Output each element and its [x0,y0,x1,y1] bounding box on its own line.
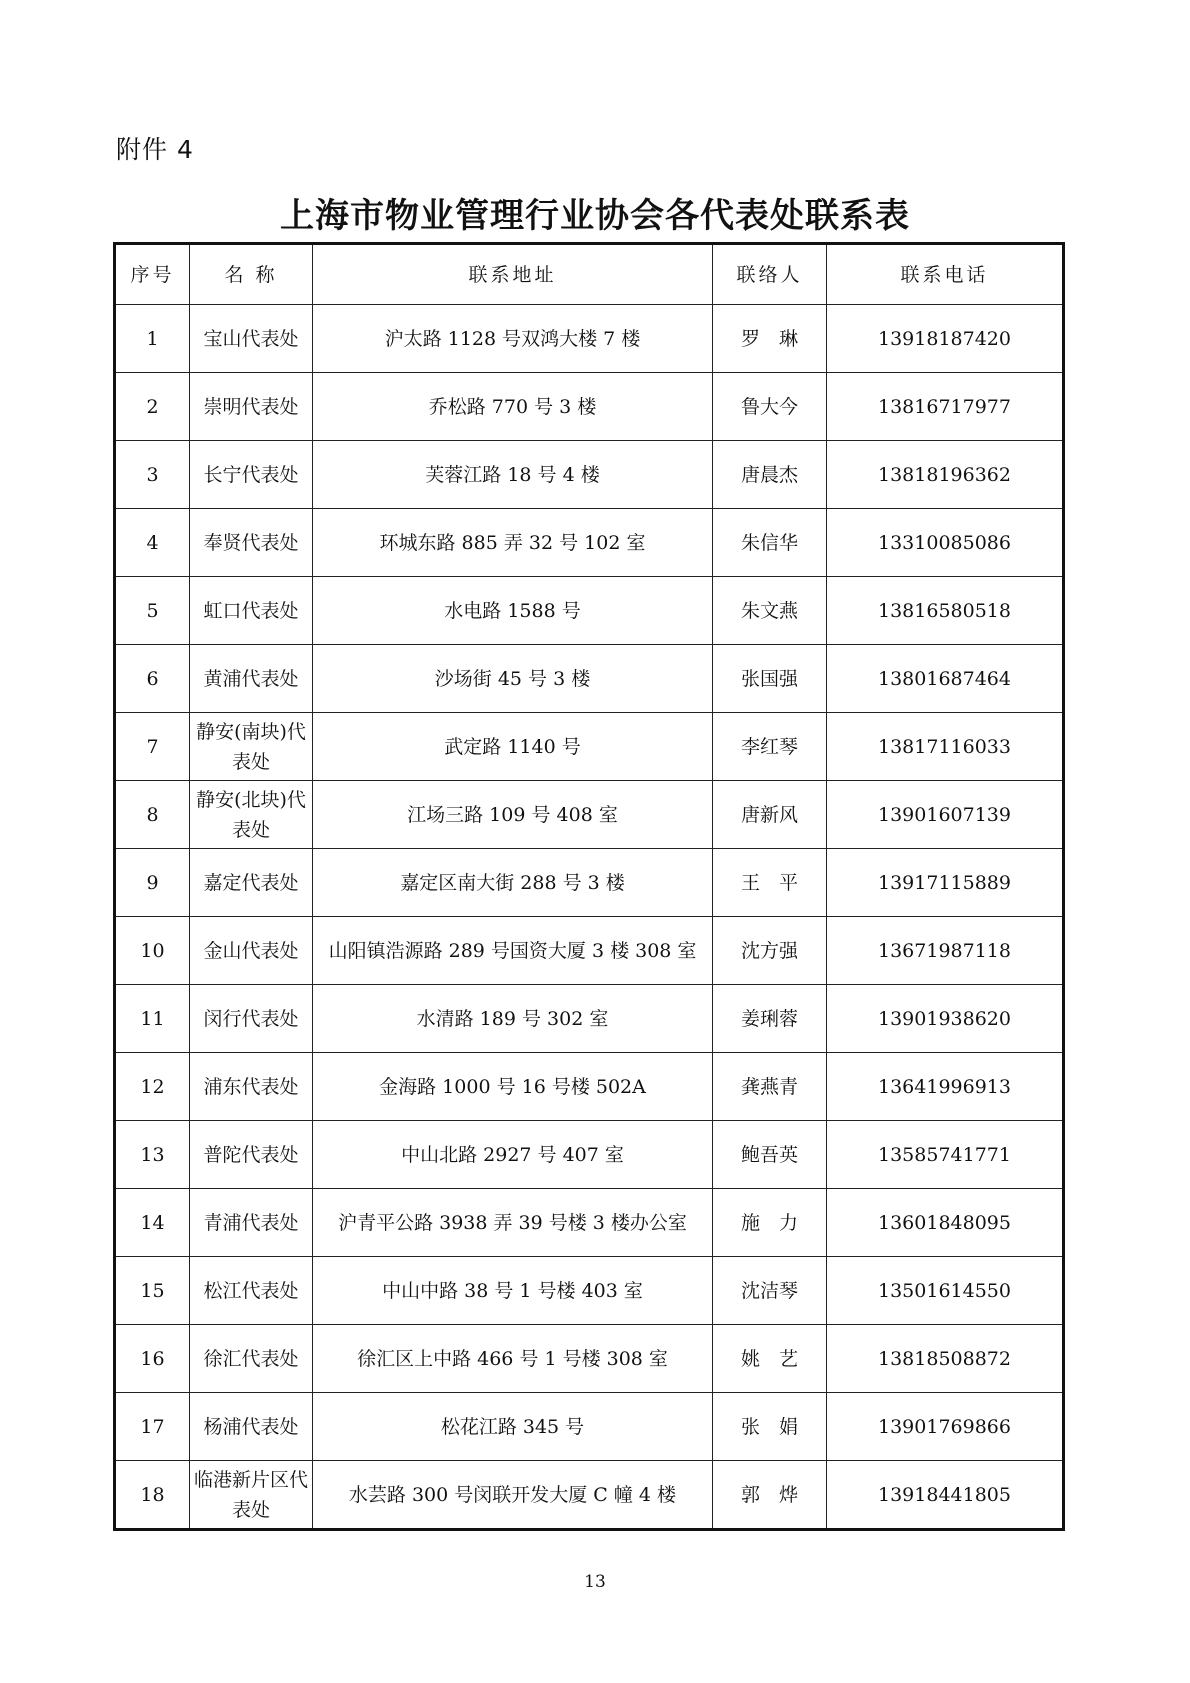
table-row [115,1121,1064,1189]
cell-address: 水电路 1588 号 [313,577,713,645]
cell-address: 芙蓉江路 18 号 4 楼 [313,441,713,509]
cell-address: 松花江路 345 号 [313,1393,713,1461]
cell-name: 宝山代表处 [190,305,313,373]
cell-address: 水芸路 300 号闵联开发大厦 C 幢 4 楼 [313,1461,713,1530]
document-title: 上海市物业管理行业协会各代表处联系表 [280,196,910,236]
cell-phone: 13901938620 [827,985,1064,1053]
cell-name: 普陀代表处 [190,1121,313,1189]
cell-phone: 13818196362 [827,441,1064,509]
cell-name: 临港新片区代表处 [190,1461,313,1530]
cell-name: 松江代表处 [190,1257,313,1325]
cell-no: 3 [115,441,190,509]
cell-contact: 沈洁琴 [713,1257,827,1325]
cell-phone: 13816717977 [827,373,1064,441]
cell-no: 13 [115,1121,190,1189]
cell-phone: 13501614550 [827,1257,1064,1325]
cell-contact: 唐晨杰 [713,441,827,509]
table-body [115,305,1064,1530]
cell-contact: 王 平 [713,849,827,917]
cell-no: 10 [115,917,190,985]
cell-name: 浦东代表处 [190,1053,313,1121]
cell-address: 金海路 1000 号 16 号楼 502A [313,1053,713,1121]
cell-no: 2 [115,373,190,441]
cell-contact: 龚燕青 [713,1053,827,1121]
contacts-table [113,242,1065,1531]
table-row [115,1325,1064,1393]
attachment-label: 附件 4 [116,135,194,164]
cell-contact: 朱信华 [713,509,827,577]
cell-no: 18 [115,1461,190,1530]
cell-contact: 罗 琳 [713,305,827,373]
cell-name: 崇明代表处 [190,373,313,441]
table-header-row [115,244,1064,305]
cell-phone: 13801687464 [827,645,1064,713]
table-row [115,781,1064,849]
cell-name: 长宁代表处 [190,441,313,509]
cell-address: 沪青平公路 3938 弄 39 号楼 3 楼办公室 [313,1189,713,1257]
cell-phone: 13310085086 [827,509,1064,577]
table-row [115,441,1064,509]
cell-name: 黄浦代表处 [190,645,313,713]
cell-name: 闵行代表处 [190,985,313,1053]
cell-address: 沙场街 45 号 3 楼 [313,645,713,713]
cell-address: 水清路 189 号 302 室 [313,985,713,1053]
cell-no: 9 [115,849,190,917]
header-name: 名 称 [190,244,313,305]
cell-contact: 李红琴 [713,713,827,781]
header-contact: 联络人 [713,244,827,305]
table-row [115,985,1064,1053]
cell-phone: 13918187420 [827,305,1064,373]
cell-contact: 姜琍蓉 [713,985,827,1053]
table-row [115,1393,1064,1461]
cell-phone: 13671987118 [827,917,1064,985]
table-row [115,509,1064,577]
cell-phone: 13601848095 [827,1189,1064,1257]
cell-contact: 鲍吾英 [713,1121,827,1189]
cell-address: 嘉定区南大街 288 号 3 楼 [313,849,713,917]
table-row [115,373,1064,441]
cell-contact: 张 娟 [713,1393,827,1461]
cell-name: 嘉定代表处 [190,849,313,917]
cell-address: 乔松路 770 号 3 楼 [313,373,713,441]
cell-no: 15 [115,1257,190,1325]
cell-contact: 沈方强 [713,917,827,985]
table-row [115,917,1064,985]
header-no: 序号 [115,244,190,305]
cell-name: 静安(北块)代表处 [190,781,313,849]
cell-address: 中山中路 38 号 1 号楼 403 室 [313,1257,713,1325]
cell-address: 武定路 1140 号 [313,713,713,781]
cell-address: 中山北路 2927 号 407 室 [313,1121,713,1189]
cell-phone: 13816580518 [827,577,1064,645]
cell-name: 奉贤代表处 [190,509,313,577]
cell-contact: 姚 艺 [713,1325,827,1393]
cell-no: 16 [115,1325,190,1393]
table-row [115,305,1064,373]
table-row [115,1053,1064,1121]
cell-contact: 朱文燕 [713,577,827,645]
cell-no: 4 [115,509,190,577]
cell-no: 5 [115,577,190,645]
cell-address: 山阳镇浩源路 289 号国资大厦 3 楼 308 室 [313,917,713,985]
cell-no: 6 [115,645,190,713]
cell-phone: 13917115889 [827,849,1064,917]
table-row [115,645,1064,713]
header-phone: 联系电话 [827,244,1064,305]
cell-address: 徐汇区上中路 466 号 1 号楼 308 室 [313,1325,713,1393]
table-row [115,1461,1064,1530]
cell-name: 青浦代表处 [190,1189,313,1257]
cell-address: 江场三路 109 号 408 室 [313,781,713,849]
cell-contact: 郭 烨 [713,1461,827,1530]
cell-phone: 13901607139 [827,781,1064,849]
table-row [115,577,1064,645]
table-row [115,1189,1064,1257]
cell-name: 杨浦代表处 [190,1393,313,1461]
cell-no: 1 [115,305,190,373]
cell-contact: 鲁大今 [713,373,827,441]
cell-name: 静安(南块)代表处 [190,713,313,781]
cell-address: 沪太路 1128 号双鸿大楼 7 楼 [313,305,713,373]
cell-no: 12 [115,1053,190,1121]
cell-no: 17 [115,1393,190,1461]
cell-name: 金山代表处 [190,917,313,985]
cell-name: 徐汇代表处 [190,1325,313,1393]
cell-address: 环城东路 885 弄 32 号 102 室 [313,509,713,577]
header-address: 联系地址 [313,244,713,305]
cell-phone: 13818508872 [827,1325,1064,1393]
cell-phone: 13901769866 [827,1393,1064,1461]
cell-phone: 13585741771 [827,1121,1064,1189]
table-row [115,713,1064,781]
cell-no: 7 [115,713,190,781]
table-row [115,1257,1064,1325]
cell-phone: 13918441805 [827,1461,1064,1530]
cell-no: 11 [115,985,190,1053]
cell-name: 虹口代表处 [190,577,313,645]
cell-phone: 13641996913 [827,1053,1064,1121]
cell-contact: 唐新风 [713,781,827,849]
table-row [115,849,1064,917]
cell-contact: 张国强 [713,645,827,713]
page-number: 13 [584,1572,606,1592]
cell-no: 14 [115,1189,190,1257]
cell-contact: 施 力 [713,1189,827,1257]
cell-no: 8 [115,781,190,849]
cell-phone: 13817116033 [827,713,1064,781]
